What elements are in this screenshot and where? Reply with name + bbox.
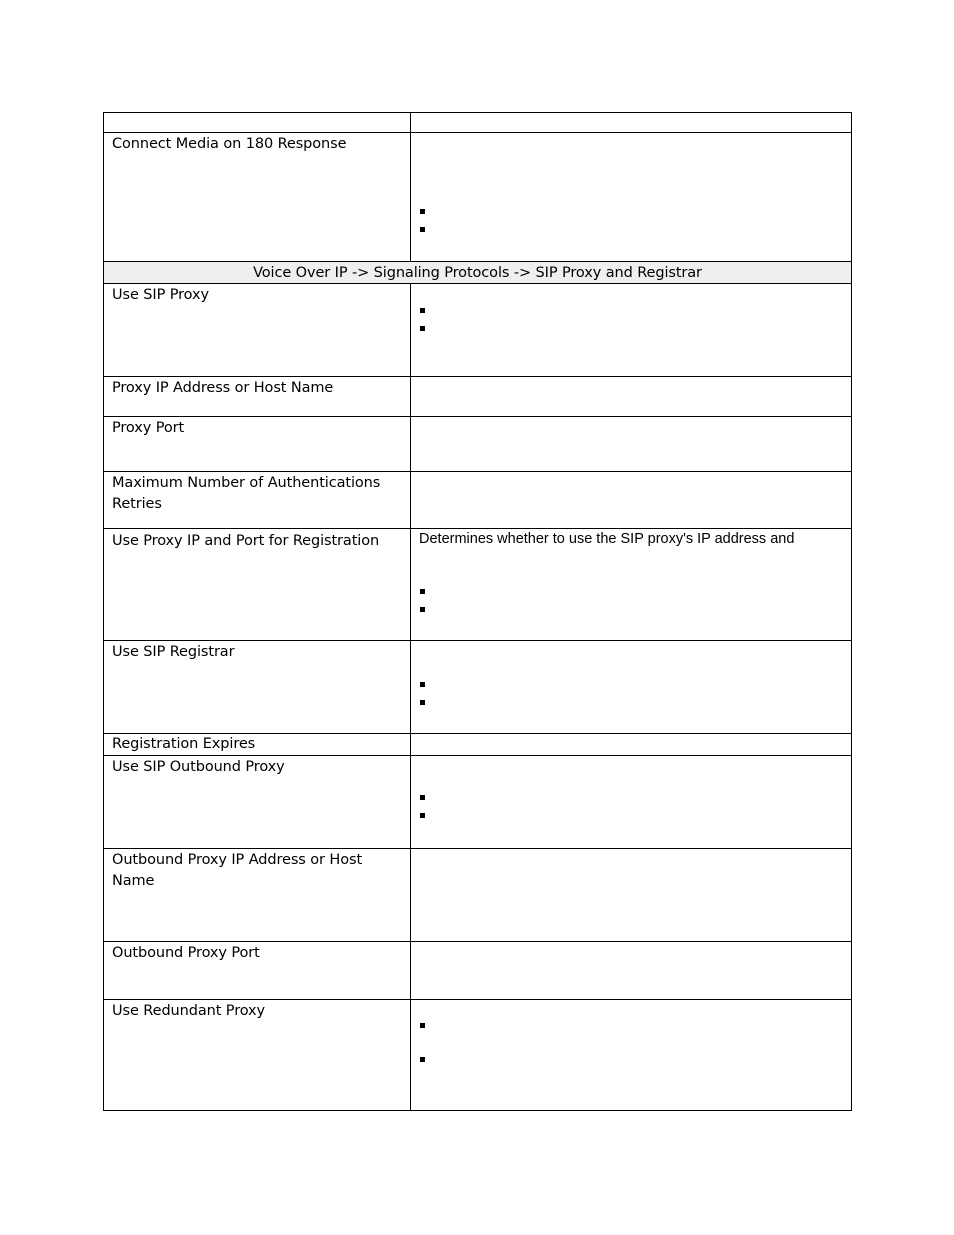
description-cell bbox=[411, 417, 852, 472]
param-name: Use SIP Registrar bbox=[112, 644, 235, 660]
bullet-icon bbox=[420, 1057, 425, 1062]
param-cell bbox=[104, 734, 411, 756]
bullet-icon bbox=[420, 795, 425, 800]
description-cell bbox=[411, 942, 852, 1000]
table-row bbox=[104, 284, 852, 377]
param-cell bbox=[104, 849, 411, 942]
description-cell bbox=[411, 734, 852, 756]
param-cell bbox=[104, 529, 411, 641]
param-name: Use SIP Proxy bbox=[112, 287, 209, 303]
description-cell bbox=[411, 472, 852, 529]
bullet-icon bbox=[420, 607, 425, 612]
table-row bbox=[104, 472, 852, 529]
option-list bbox=[420, 308, 425, 331]
description-cell bbox=[411, 529, 852, 641]
table-row bbox=[104, 377, 852, 417]
description-cell bbox=[411, 641, 852, 734]
param-name: Use Proxy IP and Port for Registration bbox=[112, 533, 380, 549]
option-list bbox=[420, 1023, 425, 1062]
param-name: Use SIP Outbound Proxy bbox=[112, 759, 285, 775]
option-list bbox=[420, 209, 425, 232]
param-name: Maximum Number of Authentications Retries bbox=[112, 475, 381, 512]
param-name: Registration Expires bbox=[112, 736, 256, 752]
bullet-icon bbox=[420, 326, 425, 331]
param-cell bbox=[104, 472, 411, 529]
table-row bbox=[104, 734, 852, 756]
param-cell bbox=[104, 417, 411, 472]
description-cell bbox=[411, 756, 852, 849]
table-row bbox=[104, 942, 852, 1000]
parameter-table bbox=[103, 112, 852, 1111]
table-row bbox=[104, 417, 852, 472]
table-row bbox=[104, 641, 852, 734]
param-name: Proxy Port bbox=[112, 420, 185, 436]
param-name: Outbound Proxy Port bbox=[112, 945, 260, 961]
section-header-row bbox=[104, 262, 852, 284]
param-cell bbox=[104, 284, 411, 377]
param-name: Connect Media on 180 Response bbox=[112, 136, 347, 152]
description-cell bbox=[411, 849, 852, 942]
bullet-icon bbox=[420, 813, 425, 818]
option-list bbox=[420, 682, 425, 705]
bullet-icon bbox=[420, 700, 425, 705]
description-cell bbox=[411, 1000, 852, 1111]
param-cell bbox=[104, 377, 411, 417]
section-header-cell bbox=[104, 262, 852, 284]
description-cell bbox=[411, 377, 852, 417]
bullet-icon bbox=[420, 308, 425, 313]
param-cell bbox=[104, 641, 411, 734]
table-row bbox=[104, 1000, 852, 1111]
table-row bbox=[104, 849, 852, 942]
bullet-icon bbox=[420, 227, 425, 232]
description-text: Determines whether to use the SIP proxy's IP address and bbox=[419, 531, 795, 547]
description-cell bbox=[411, 284, 852, 377]
param-cell bbox=[104, 1000, 411, 1111]
table-row bbox=[104, 529, 852, 641]
bullet-icon bbox=[420, 682, 425, 687]
bullet-icon bbox=[420, 209, 425, 214]
option-list bbox=[420, 795, 425, 818]
description-cell bbox=[411, 113, 852, 133]
option-list bbox=[420, 589, 425, 612]
table-row bbox=[104, 113, 852, 133]
param-cell bbox=[104, 942, 411, 1000]
section-title: Voice Over IP -> Signaling Protocols -> SIP Proxy and Registrar bbox=[253, 265, 702, 281]
description-cell bbox=[411, 133, 852, 262]
param-name: Proxy IP Address or Host Name bbox=[112, 380, 334, 396]
table-row bbox=[104, 133, 852, 262]
param-name: Use Redundant Proxy bbox=[112, 1003, 266, 1019]
table-row bbox=[104, 756, 852, 849]
param-cell bbox=[104, 113, 411, 133]
bullet-icon bbox=[420, 589, 425, 594]
bullet-icon bbox=[420, 1023, 425, 1028]
param-cell bbox=[104, 756, 411, 849]
param-cell bbox=[104, 133, 411, 262]
param-name: Outbound Proxy IP Address or Host Name bbox=[112, 852, 363, 889]
